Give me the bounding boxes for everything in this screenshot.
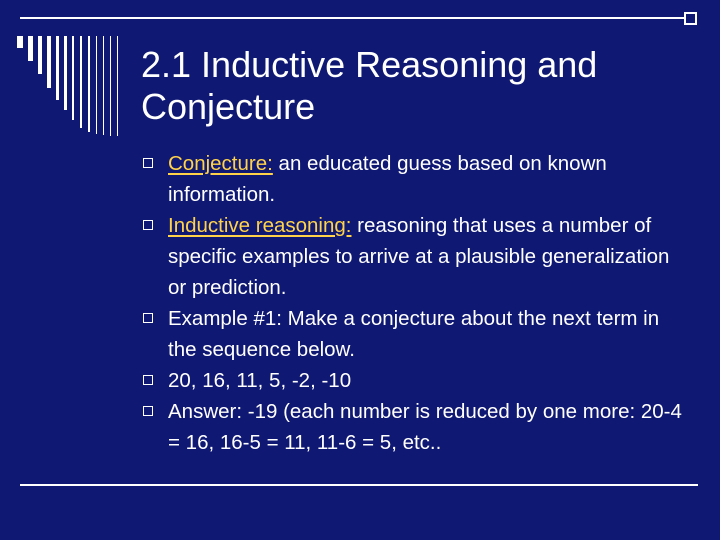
square-bullet-icon	[143, 220, 153, 230]
bullet-item-sequence	[143, 365, 688, 396]
square-bullet-icon	[143, 313, 153, 323]
example-text: Example #1: Make a conjecture about the next term in the sequence below.	[168, 307, 660, 361]
square-bullet-icon	[143, 406, 153, 416]
slide-title: 2.1 Inductive Reasoning and Conjecture	[141, 44, 598, 127]
term-inductive-reasoning: Inductive reasoning:	[168, 214, 352, 237]
answer-text: Answer: -19 (each number is reduced by one more: 20-4 = 16, 16-5 = 11, 11-6 = 5, etc..	[168, 400, 682, 454]
bullet-item-conjecture	[143, 148, 688, 210]
term-conjecture: Conjecture:	[168, 152, 273, 175]
vertical-bars-decoration	[17, 36, 127, 136]
bullet-item-example	[143, 303, 688, 365]
top-rule	[20, 17, 697, 19]
definition-inductive-reasoning: reasoning that uses a number of specific examples to arrive at a plausible generalization or prediction.	[168, 214, 670, 299]
definition-conjecture: an educated guess based on known information.	[168, 152, 607, 206]
bottom-rule	[20, 484, 698, 486]
corner-square-decoration	[684, 12, 697, 25]
bullet-item-inductive-reasoning	[143, 210, 688, 303]
sequence-text: 20, 16, 11, 5, -2, -10	[168, 369, 352, 392]
bullet-item-answer	[143, 396, 688, 458]
square-bullet-icon	[143, 158, 153, 168]
bullet-list	[143, 148, 688, 458]
square-bullet-icon	[143, 375, 153, 385]
